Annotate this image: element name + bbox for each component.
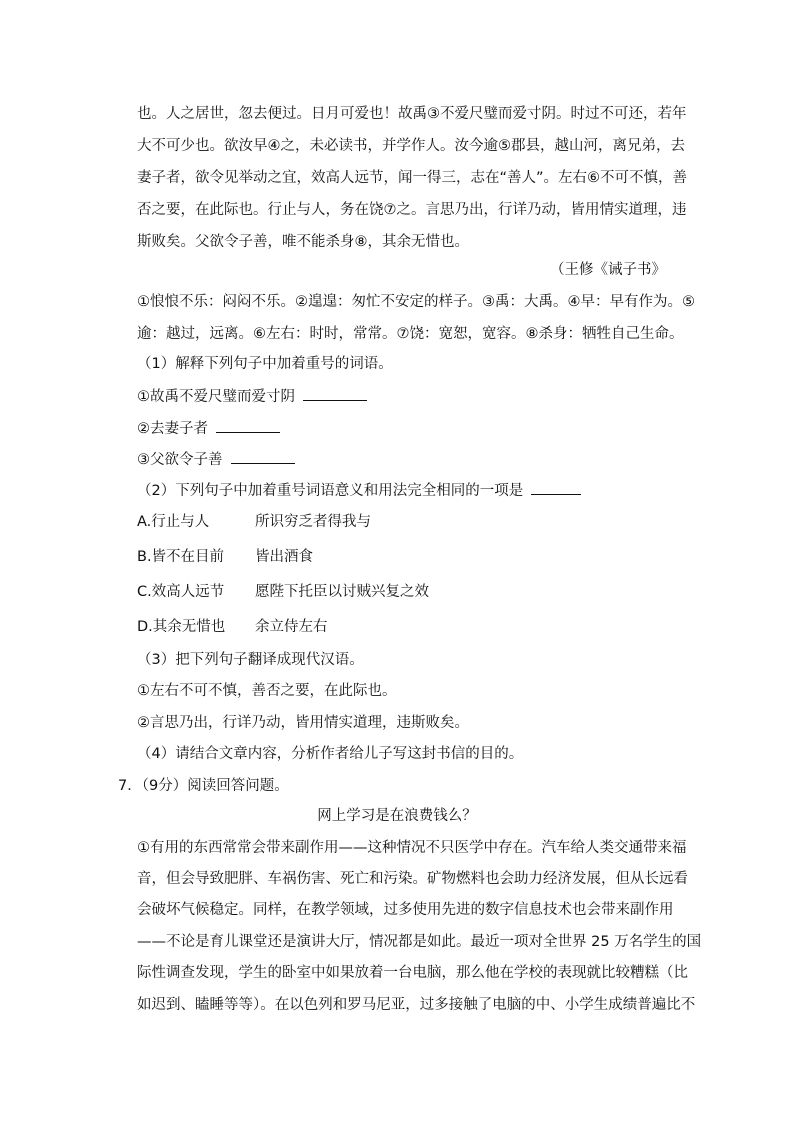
question-3-item: ①左右不可不慎，善否之要，在此际也。 [137, 683, 397, 699]
question-4-prompt: （4）请结合文章内容，分析作者给儿子写这封书信的目的。 [137, 746, 524, 762]
annotation-line: ①悢悢不乐：闷闷不乐。②遑遑：匆忙不安定的样子。③禹：大禹。④早：早有作为。⑤ [137, 294, 695, 310]
question-3-item: ②言思乃出，行详乃动，皆用情实道理，违斯败矣。 [137, 715, 469, 731]
answer-blank[interactable] [216, 418, 280, 433]
question-1-item-text: ③父欲令子善 [137, 452, 223, 468]
answer-blank[interactable] [531, 480, 581, 495]
option-left: A.行止与人 [137, 514, 210, 530]
option-left: C.效高人远节 [137, 584, 225, 600]
option-left: D.其余无惜也 [137, 619, 226, 635]
question-3-prompt: （3）把下列句子翻译成现代汉语。 [137, 652, 364, 668]
article-title: 网上学习是在浪费钱么？ [317, 808, 477, 824]
question-7-header: 7．（9分）阅读回答问题。 [118, 778, 289, 794]
article-line: 如迟到、瞌睡等等）。在以色列和罗马尼亚，过多接触了电脑的中、小学生成绩普遍比不 [137, 997, 696, 1013]
option-row [137, 512, 371, 532]
article-line: 际性调查发现，学生的卧室中如果放着一台电脑，那么他在学校的表现就比较糟糕（比 [137, 965, 688, 981]
option-row [137, 547, 313, 567]
option-row [137, 617, 328, 637]
passage-line: 大不可少也。欲汝早④之，未必读书，并学作人。汝今逾⑤郡县，越山河，离兄弟，去 [137, 138, 685, 154]
passage-line: 也。人之居世，忽去便过。日月可爱也！故禹③不爱尺璧而爱寸阴。时过不可还，若年 [137, 106, 687, 122]
question-2-prompt [137, 480, 581, 501]
passage-source: （王修《诫子书》 [550, 262, 666, 278]
answer-blank[interactable] [303, 386, 367, 401]
question-1-item-text: ②去妻子者 [137, 421, 208, 437]
option-right: 余立侍左右 [255, 619, 328, 635]
article-line: 会破坏气候稳定。同样，在教学领域，过多使用先进的数字信息技术也会带来副作用 [137, 902, 674, 918]
question-1-prompt: （1）解释下列句子中加着重号的词语。 [137, 356, 393, 372]
option-right: 愿陛下托臣以讨贼兴复之效 [255, 584, 429, 600]
option-right: 皆出酒食 [255, 549, 313, 565]
annotation-line: 逾：越过，远离。⑥左右：时时，常常。⑦饶：宽恕，宽容。⑧杀身：牺牲自己生命。 [137, 326, 684, 342]
question-1-item [137, 449, 295, 470]
article-line: 音，但会导致肥胖、车祸伤害、死亡和污染。矿物燃料也会助力经济发展，但从长远看 [137, 871, 688, 887]
option-row [137, 582, 429, 602]
option-left: B.皆不在目前 [137, 549, 225, 565]
answer-blank[interactable] [231, 449, 295, 464]
passage-line: 斯败矣。父欲令子善，唯不能杀身⑧，其余无惜也。 [137, 234, 469, 250]
article-line: ——不论是育儿课堂还是演讲大厅，情况都是如此。最近一项对全世界 25 万名学生的国 [137, 934, 702, 950]
question-2-prompt-text: （2）下列句子中加着重号词语意义和用法完全相同的一项是 [137, 483, 524, 499]
option-right: 所识穷乏者得我与 [255, 514, 371, 530]
passage-line: 否之要，在此际也。行止与人，务在饶⑦之。言思乃出，行详乃动，皆用情实道理，违 [137, 202, 687, 218]
passage-line: 妻子者，欲令见举动之宜，效高人远节，闻一得三，志在“善人”。左右⑥不可不慎，善 [137, 170, 688, 186]
question-1-item-text: ①故禹不爱尺璧而爱寸阴 [137, 389, 295, 405]
article-line: ①有用的东西常常会带来副作用——这种情况不只医学中存在。汽车给人类交通带来福 [137, 840, 687, 856]
question-1-item [137, 418, 280, 439]
question-1-item [137, 386, 367, 407]
